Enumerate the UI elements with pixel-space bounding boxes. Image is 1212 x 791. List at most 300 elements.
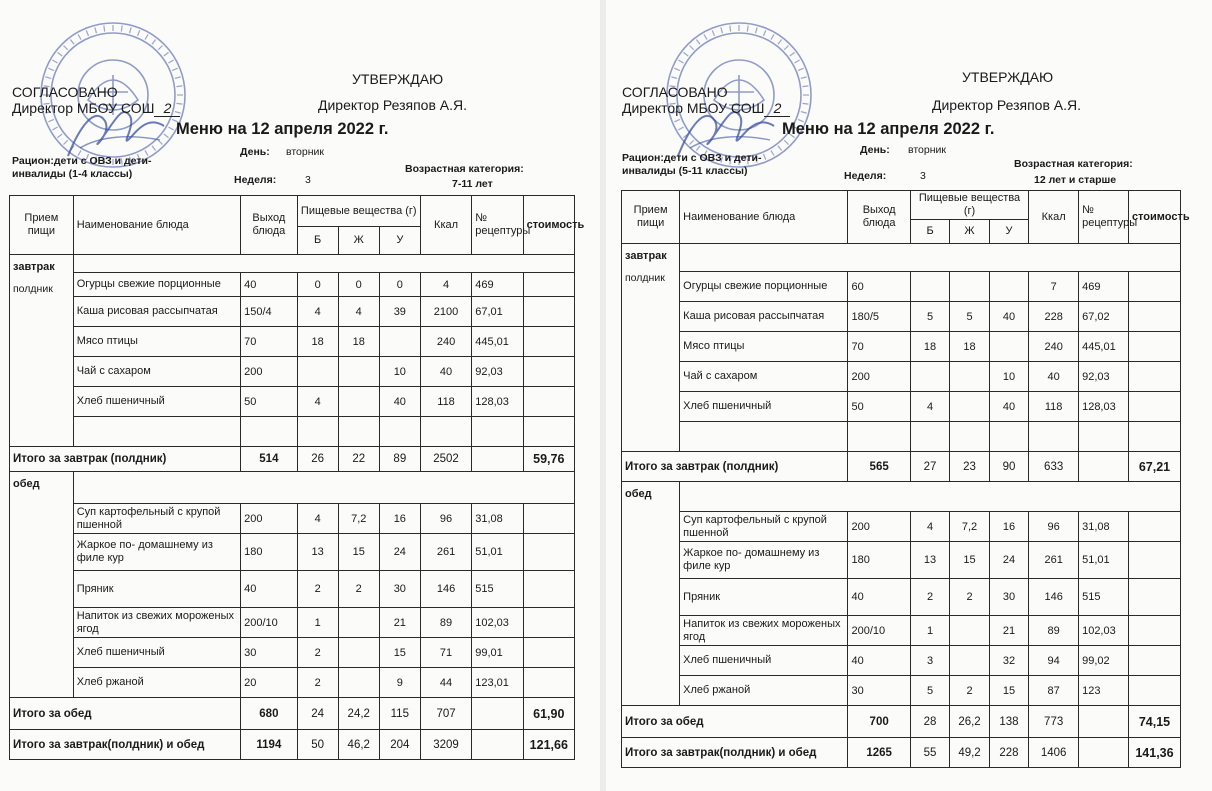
breakfast-dish-row bbox=[10, 357, 575, 387]
dish-zh: 7,2 bbox=[950, 512, 989, 542]
dish-kcal: 89 bbox=[1029, 616, 1079, 646]
dish-yield: 180 bbox=[241, 534, 298, 571]
dish-b: 18 bbox=[297, 327, 338, 357]
director-name: Директор Резяпов А.Я. bbox=[318, 97, 467, 113]
dish-kcal: 96 bbox=[1029, 512, 1079, 542]
col-dish: Наименование блюда bbox=[680, 191, 848, 244]
total-b: 24 bbox=[297, 698, 338, 730]
age-category-value: 7-11 лет bbox=[452, 178, 493, 190]
dish-b bbox=[910, 272, 949, 302]
lunch-dish-row bbox=[622, 542, 1181, 579]
breakfast-dish-row bbox=[622, 362, 1181, 392]
dish-kcal: 94 bbox=[1029, 646, 1079, 676]
total-b: 28 bbox=[910, 706, 949, 738]
dish-name: Хлеб пшеничный bbox=[73, 387, 240, 417]
dish-b: 5 bbox=[910, 302, 949, 332]
total-kcal: 3209 bbox=[420, 730, 471, 760]
approve-label: УТВЕРЖДАЮ bbox=[962, 69, 1054, 85]
dish-recipe: 67,01 bbox=[472, 297, 523, 327]
dish-b: 2 bbox=[297, 668, 338, 698]
empty-cell bbox=[73, 417, 240, 447]
total-zh: 26,2 bbox=[950, 706, 989, 738]
school-number: 2 bbox=[154, 101, 180, 117]
empty-cell bbox=[241, 417, 298, 447]
dish-zh: 15 bbox=[338, 534, 379, 571]
dish-name: Суп картофельный с крупой пшенной bbox=[680, 512, 848, 542]
dish-cost bbox=[523, 357, 574, 387]
dish-b bbox=[910, 362, 949, 392]
empty-cell bbox=[420, 417, 471, 447]
dish-b: 4 bbox=[297, 504, 338, 534]
col-protein: Б bbox=[297, 227, 338, 255]
total-cost: 121,66 bbox=[523, 730, 574, 760]
dish-b: 1 bbox=[297, 608, 338, 638]
dish-kcal: 261 bbox=[1029, 542, 1079, 579]
dish-b: 13 bbox=[910, 542, 949, 579]
total-label: Итого за завтрак (полдник) bbox=[622, 452, 848, 482]
dish-recipe: 445,01 bbox=[1079, 332, 1129, 362]
dish-yield: 50 bbox=[848, 392, 910, 422]
dish-name: Чай с сахаром bbox=[680, 362, 848, 392]
dish-yield: 40 bbox=[848, 646, 910, 676]
menu-table bbox=[9, 195, 585, 760]
dish-cost bbox=[1128, 392, 1180, 422]
dish-zh bbox=[338, 608, 379, 638]
breakfast-dish-row bbox=[10, 327, 575, 357]
dish-kcal: 40 bbox=[1029, 362, 1079, 392]
dish-zh bbox=[338, 638, 379, 668]
total-kcal: 2502 bbox=[420, 447, 471, 472]
col-protein: Б bbox=[910, 220, 949, 244]
dish-u: 40 bbox=[379, 387, 420, 417]
meal-lunch: обед bbox=[10, 472, 74, 698]
dish-kcal: 240 bbox=[420, 327, 471, 357]
dish-u: 30 bbox=[989, 579, 1028, 616]
lunch-header-row bbox=[10, 472, 575, 504]
dish-cost bbox=[523, 327, 574, 357]
dish-zh: 0 bbox=[338, 273, 379, 297]
lunch-dish-row bbox=[10, 668, 575, 698]
grand-total-row bbox=[10, 730, 575, 760]
lunch-dish-row bbox=[622, 676, 1181, 706]
lunch-total-row bbox=[10, 698, 575, 730]
dish-b: 4 bbox=[910, 392, 949, 422]
empty-cell bbox=[1029, 422, 1079, 452]
col-meal: Прием пищи bbox=[622, 191, 680, 244]
lunch-total-row bbox=[622, 706, 1181, 738]
empty-cell bbox=[680, 422, 848, 452]
total-zh: 23 bbox=[950, 452, 989, 482]
col-fat: Ж bbox=[338, 227, 379, 255]
dish-zh: 5 bbox=[950, 302, 989, 332]
dish-recipe: 102,03 bbox=[1079, 616, 1129, 646]
lunch-dish-row bbox=[10, 504, 575, 534]
dish-kcal: 118 bbox=[1029, 392, 1079, 422]
breakfast-spacer-row bbox=[10, 417, 575, 447]
empty-cell bbox=[848, 422, 910, 452]
dish-recipe: 99,01 bbox=[472, 638, 523, 668]
dish-zh bbox=[950, 646, 989, 676]
total-label: Итого за завтрак(полдник) и обед bbox=[622, 738, 848, 768]
dish-zh bbox=[950, 362, 989, 392]
breakfast-dish-row bbox=[622, 272, 1181, 302]
breakfast-total-row bbox=[622, 452, 1181, 482]
dish-recipe: 123,01 bbox=[472, 668, 523, 698]
dish-u: 40 bbox=[989, 302, 1028, 332]
empty-cell bbox=[989, 422, 1028, 452]
total-cost: 59,76 bbox=[523, 447, 574, 472]
dish-name: Хлеб ржаной bbox=[680, 676, 848, 706]
total-zh: 46,2 bbox=[338, 730, 379, 760]
total-u: 115 bbox=[379, 698, 420, 730]
col-nutrients: Пищевые вещества (г) bbox=[297, 196, 420, 227]
total-u: 89 bbox=[379, 447, 420, 472]
empty-cell bbox=[297, 417, 338, 447]
dish-u: 39 bbox=[379, 297, 420, 327]
dish-yield: 60 bbox=[848, 272, 910, 302]
breakfast-header-row bbox=[10, 255, 575, 273]
dish-name: Мясо птицы bbox=[680, 332, 848, 362]
dish-cost bbox=[1128, 646, 1180, 676]
dish-u: 40 bbox=[989, 392, 1028, 422]
dish-zh: 2 bbox=[950, 579, 989, 616]
dish-yield: 200 bbox=[848, 362, 910, 392]
total-label: Итого за завтрак (полдник) bbox=[10, 447, 241, 472]
dish-b: 2 bbox=[297, 638, 338, 668]
total-yield: 1194 bbox=[241, 730, 298, 760]
dish-recipe: 67,02 bbox=[1079, 302, 1129, 332]
dish-u: 30 bbox=[379, 571, 420, 608]
dish-u: 16 bbox=[379, 504, 420, 534]
total-recipe bbox=[472, 447, 523, 472]
col-cost: стоимость bbox=[523, 196, 574, 255]
school-number: 2 bbox=[764, 101, 790, 117]
dish-zh bbox=[950, 272, 989, 302]
dish-b: 3 bbox=[910, 646, 949, 676]
dish-u: 21 bbox=[379, 608, 420, 638]
dish-cost bbox=[523, 273, 574, 297]
dish-yield: 180 bbox=[848, 542, 910, 579]
agreed-label: СОГЛАСОВАНО bbox=[622, 84, 728, 100]
dish-name: Чай с сахаром bbox=[73, 357, 240, 387]
dish-name: Суп картофельный с крупой пшенной bbox=[73, 504, 240, 534]
dish-yield: 40 bbox=[241, 273, 298, 297]
dish-zh: 7,2 bbox=[338, 504, 379, 534]
empty-cell bbox=[523, 417, 574, 447]
dish-yield: 200 bbox=[848, 512, 910, 542]
dish-yield: 40 bbox=[848, 579, 910, 616]
dish-recipe: 128,03 bbox=[1079, 392, 1129, 422]
dish-u: 32 bbox=[989, 646, 1028, 676]
total-cost: 141,36 bbox=[1128, 738, 1180, 768]
dish-yield: 200/10 bbox=[241, 608, 298, 638]
dish-kcal: 240 bbox=[1029, 332, 1079, 362]
director-school-label: Директор МБОУ СОШ 2 bbox=[622, 101, 790, 117]
dish-name: Хлеб ржаной bbox=[73, 668, 240, 698]
col-yield: Выход блюда bbox=[241, 196, 298, 255]
dish-cost bbox=[523, 638, 574, 668]
dish-recipe: 51,01 bbox=[1079, 542, 1129, 579]
dish-u: 10 bbox=[989, 362, 1028, 392]
dish-b: 2 bbox=[910, 579, 949, 616]
lunch-dish-row bbox=[10, 608, 575, 638]
dish-yield: 40 bbox=[241, 571, 298, 608]
dish-cost bbox=[523, 387, 574, 417]
total-label: Итого за обед bbox=[10, 698, 241, 730]
dish-zh: 15 bbox=[950, 542, 989, 579]
dish-kcal: 146 bbox=[420, 571, 471, 608]
dish-recipe: 469 bbox=[1079, 272, 1129, 302]
dish-recipe: 99,02 bbox=[1079, 646, 1129, 676]
approve-label: УТВЕРЖДАЮ bbox=[352, 71, 444, 87]
total-u: 138 bbox=[989, 706, 1028, 738]
col-fat: Ж bbox=[950, 220, 989, 244]
lunch-dish-row bbox=[10, 534, 575, 571]
empty-cell bbox=[1079, 422, 1129, 452]
col-kcal: Ккал bbox=[1029, 191, 1079, 244]
breakfast-dish-row bbox=[10, 387, 575, 417]
dish-zh: 18 bbox=[950, 332, 989, 362]
dish-name: Хлеб пшеничный bbox=[73, 638, 240, 668]
lunch-dish-row bbox=[622, 646, 1181, 676]
day-label: День: bbox=[240, 146, 270, 158]
dish-name: Напиток из свежих мороженых ягод bbox=[73, 608, 240, 638]
empty-cell bbox=[379, 417, 420, 447]
week-value: 3 bbox=[305, 174, 311, 186]
total-recipe bbox=[1079, 452, 1129, 482]
total-recipe bbox=[472, 698, 523, 730]
total-recipe bbox=[472, 730, 523, 760]
dish-b: 4 bbox=[910, 512, 949, 542]
dish-zh bbox=[950, 392, 989, 422]
empty-cell bbox=[950, 422, 989, 452]
meal-breakfast: завтрак полдник bbox=[10, 255, 74, 447]
dish-kcal: 89 bbox=[420, 608, 471, 638]
total-u: 228 bbox=[989, 738, 1028, 768]
dish-recipe: 92,03 bbox=[472, 357, 523, 387]
dish-kcal: 96 bbox=[420, 504, 471, 534]
dish-b: 4 bbox=[297, 297, 338, 327]
dish-zh: 2 bbox=[950, 676, 989, 706]
total-yield: 680 bbox=[241, 698, 298, 730]
week-label: Неделя: bbox=[234, 174, 277, 186]
week-value: 3 bbox=[920, 170, 926, 182]
breakfast-dish-row bbox=[622, 302, 1181, 332]
meal-lunch: обед bbox=[622, 482, 680, 706]
menu-table bbox=[621, 190, 1190, 768]
dish-cost bbox=[1128, 272, 1180, 302]
meal-snack: полдник bbox=[13, 283, 53, 295]
col-carbs: У bbox=[379, 227, 420, 255]
menu-title: Меню на 12 апреля 2022 г. bbox=[782, 120, 995, 138]
breakfast-total-row bbox=[10, 447, 575, 472]
dish-name: Жаркое по- домашнему из филе кур bbox=[73, 534, 240, 571]
lunch-dish-row bbox=[10, 571, 575, 608]
dish-u: 15 bbox=[379, 638, 420, 668]
total-b: 50 bbox=[297, 730, 338, 760]
dish-yield: 30 bbox=[241, 638, 298, 668]
col-nutrients: Пищевые вещества (г) bbox=[910, 191, 1028, 220]
dish-yield: 200/10 bbox=[848, 616, 910, 646]
total-b: 26 bbox=[297, 447, 338, 472]
dish-name: Огурцы свежие порционные bbox=[680, 272, 848, 302]
total-recipe bbox=[1079, 738, 1129, 768]
total-u: 90 bbox=[989, 452, 1028, 482]
dish-kcal: 118 bbox=[420, 387, 471, 417]
day-value: вторник bbox=[908, 144, 946, 156]
dish-cost bbox=[1128, 676, 1180, 706]
total-zh: 24,2 bbox=[338, 698, 379, 730]
dish-recipe: 128,03 bbox=[472, 387, 523, 417]
total-u: 204 bbox=[379, 730, 420, 760]
dish-zh: 4 bbox=[338, 297, 379, 327]
total-recipe bbox=[1079, 706, 1129, 738]
dish-u bbox=[379, 327, 420, 357]
dish-b: 13 bbox=[297, 534, 338, 571]
breakfast-header-row bbox=[622, 244, 1181, 272]
dish-zh bbox=[338, 387, 379, 417]
dish-kcal: 7 bbox=[1029, 272, 1079, 302]
dish-yield: 70 bbox=[241, 327, 298, 357]
agreed-label: СОГЛАСОВАНО bbox=[12, 84, 118, 100]
age-category-value: 12 лет и старше bbox=[1034, 174, 1117, 186]
week-label: Неделя: bbox=[844, 170, 887, 182]
total-kcal: 633 bbox=[1029, 452, 1079, 482]
dish-yield: 20 bbox=[241, 668, 298, 698]
dish-name: Напиток из свежих мороженых ягод bbox=[680, 616, 848, 646]
col-recipe: № рецептуры bbox=[472, 196, 523, 255]
dish-yield: 200 bbox=[241, 357, 298, 387]
dish-kcal: 228 bbox=[1029, 302, 1079, 332]
dish-u bbox=[989, 332, 1028, 362]
day-value: вторник bbox=[286, 146, 324, 158]
dish-zh bbox=[950, 616, 989, 646]
dish-cost bbox=[1128, 332, 1180, 362]
age-category-label: Возрастная категория: bbox=[405, 163, 524, 175]
dish-zh: 2 bbox=[338, 571, 379, 608]
dish-kcal: 71 bbox=[420, 638, 471, 668]
dish-kcal: 261 bbox=[420, 534, 471, 571]
total-zh: 49,2 bbox=[950, 738, 989, 768]
dish-name: Хлеб пшеничный bbox=[680, 392, 848, 422]
col-recipe: № рецептуры bbox=[1079, 191, 1129, 244]
dish-name: Мясо птицы bbox=[73, 327, 240, 357]
dish-u: 15 bbox=[989, 676, 1028, 706]
meal-breakfast: завтрак полдник bbox=[622, 244, 680, 452]
empty-cell bbox=[1128, 422, 1180, 452]
lunch-dish-row bbox=[622, 579, 1181, 616]
dish-u: 24 bbox=[379, 534, 420, 571]
dish-b bbox=[297, 357, 338, 387]
empty-cell bbox=[472, 417, 523, 447]
dish-b: 1 bbox=[910, 616, 949, 646]
dish-recipe: 445,01 bbox=[472, 327, 523, 357]
dish-name: Каша рисовая рассыпчатая bbox=[73, 297, 240, 327]
dish-kcal: 44 bbox=[420, 668, 471, 698]
dish-recipe: 123 bbox=[1079, 676, 1129, 706]
dish-recipe: 31,08 bbox=[1079, 512, 1129, 542]
dish-zh bbox=[338, 668, 379, 698]
dish-zh: 18 bbox=[338, 327, 379, 357]
dish-recipe: 51,01 bbox=[472, 534, 523, 571]
dish-yield: 200 bbox=[241, 504, 298, 534]
ration-label: Рацион:дети с ОВЗ и дети-инвалиды (1-4 классы) bbox=[12, 155, 152, 180]
director-school-label: Директор МБОУ СОШ 2 bbox=[12, 101, 180, 117]
dish-name: Жаркое по- домашнему из филе кур bbox=[680, 542, 848, 579]
col-yield: Выход блюда bbox=[848, 191, 910, 244]
dish-yield: 30 bbox=[848, 676, 910, 706]
dish-b: 2 bbox=[297, 571, 338, 608]
dish-name: Пряник bbox=[73, 571, 240, 608]
dish-cost bbox=[523, 297, 574, 327]
dish-cost bbox=[1128, 302, 1180, 332]
menu-sheet-5-11-classes bbox=[606, 0, 1212, 791]
col-kcal: Ккал bbox=[420, 196, 471, 255]
dish-u bbox=[989, 272, 1028, 302]
breakfast-dish-row bbox=[10, 297, 575, 327]
total-cost: 67,21 bbox=[1128, 452, 1180, 482]
dish-recipe: 469 bbox=[472, 273, 523, 297]
total-kcal: 773 bbox=[1029, 706, 1079, 738]
dish-name: Хлеб пшеничный bbox=[680, 646, 848, 676]
grand-total-row bbox=[622, 738, 1181, 768]
dish-recipe: 102,03 bbox=[472, 608, 523, 638]
dish-cost bbox=[523, 571, 574, 608]
director-name: Директор Резяпов А.Я. bbox=[932, 97, 1081, 113]
dish-cost bbox=[1128, 542, 1180, 579]
dish-cost bbox=[1128, 579, 1180, 616]
dish-kcal: 146 bbox=[1029, 579, 1079, 616]
dish-u: 21 bbox=[989, 616, 1028, 646]
total-zh: 22 bbox=[338, 447, 379, 472]
dish-b: 5 bbox=[910, 676, 949, 706]
breakfast-spacer-row bbox=[622, 422, 1181, 452]
col-meal: Прием пищи bbox=[10, 196, 74, 255]
meal-snack: полдник bbox=[625, 272, 665, 284]
dish-cost bbox=[1128, 616, 1180, 646]
dish-b: 18 bbox=[910, 332, 949, 362]
dish-b: 4 bbox=[297, 387, 338, 417]
dish-cost bbox=[1128, 512, 1180, 542]
total-yield: 700 bbox=[848, 706, 910, 738]
total-cost: 74,15 bbox=[1128, 706, 1180, 738]
age-category-label: Возрастная категория: bbox=[1014, 158, 1133, 170]
lunch-header-row bbox=[622, 482, 1181, 512]
dish-cost bbox=[523, 504, 574, 534]
dish-kcal: 4 bbox=[420, 273, 471, 297]
breakfast-dish-row bbox=[10, 273, 575, 297]
dish-u: 24 bbox=[989, 542, 1028, 579]
total-b: 27 bbox=[910, 452, 949, 482]
dish-yield: 150/4 bbox=[241, 297, 298, 327]
col-dish: Наименование блюда bbox=[73, 196, 240, 255]
dish-recipe: 515 bbox=[1079, 579, 1129, 616]
dish-b: 0 bbox=[297, 273, 338, 297]
dish-yield: 180/5 bbox=[848, 302, 910, 332]
lunch-dish-row bbox=[622, 616, 1181, 646]
empty-cell bbox=[338, 417, 379, 447]
dish-recipe: 515 bbox=[472, 571, 523, 608]
dish-cost bbox=[523, 608, 574, 638]
dish-yield: 50 bbox=[241, 387, 298, 417]
menu-title: Меню на 12 апреля 2022 г. bbox=[176, 120, 389, 138]
dish-u: 0 bbox=[379, 273, 420, 297]
breakfast-dish-row bbox=[622, 392, 1181, 422]
ration-label: Рацион:дети с ОВЗ и дети-инвалиды (5-11 классы) bbox=[622, 152, 762, 177]
dish-name: Каша рисовая рассыпчатая bbox=[680, 302, 848, 332]
total-kcal: 1406 bbox=[1029, 738, 1079, 768]
total-b: 55 bbox=[910, 738, 949, 768]
